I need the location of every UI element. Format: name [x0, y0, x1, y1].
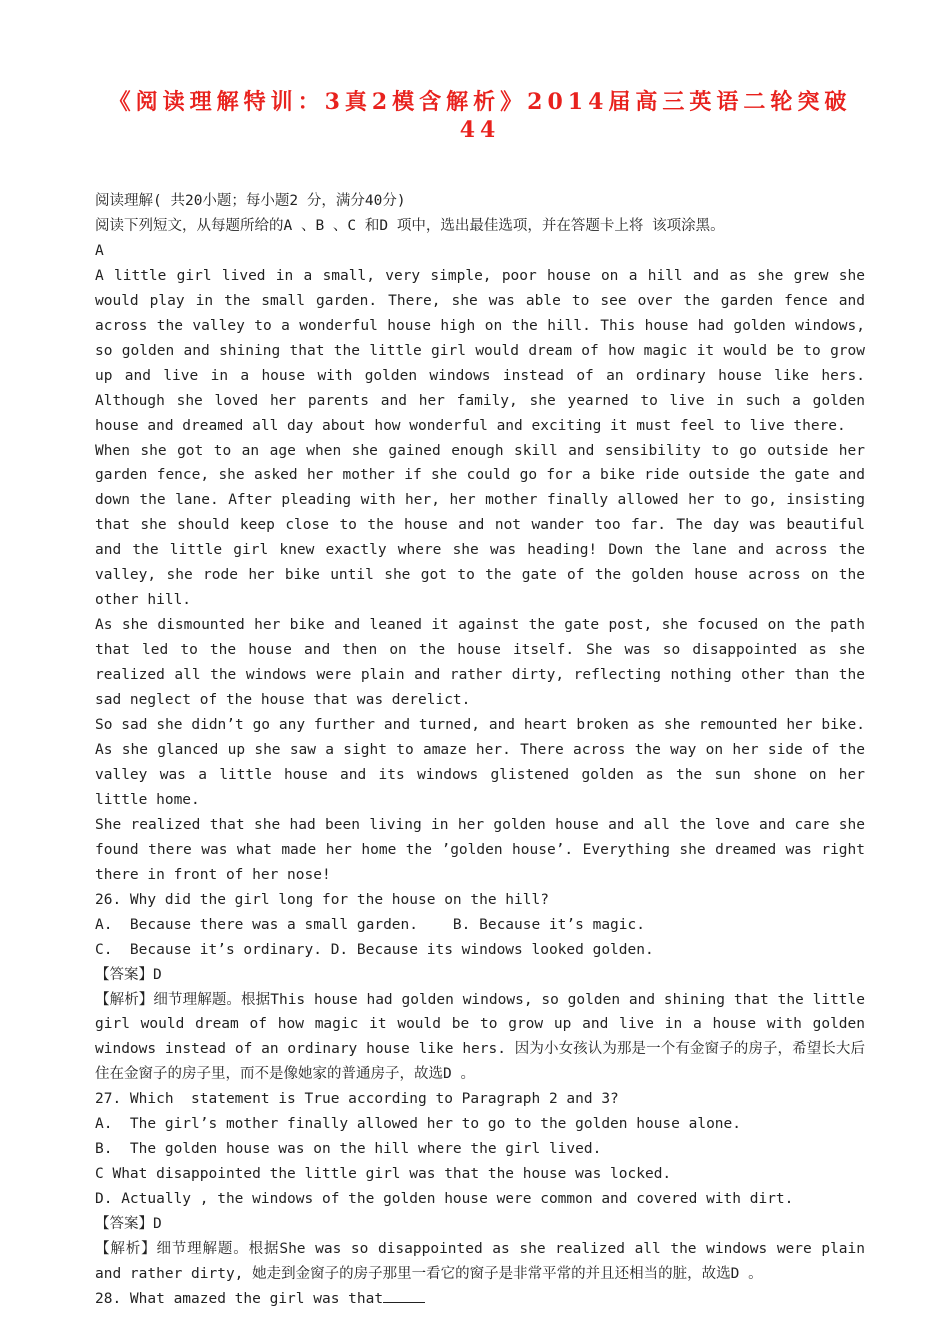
passage-paragraph: When she got to an age when she gained enough skill and sensibility to go outside her garden fence, she asked her mother if she could go for a bike ride outside the gate and down the lane. After pleading with her, her mother finally allowed her to go, insisting that she should keep close to the house and not wander too far. The day was beautiful and the little girl knew exactly where she was heading! Down the lane and across the valley, she rode her bike until she got to the gate of the golden house across on the other hill.: [95, 442, 865, 609]
passage-paragraph: A little girl lived in a small, very simple, poor house on a hill and as she grew she would play in the small garden. There, she was able to see over the garden fence and across the valley to a wonderful house high on the hill. This house had golden windows, so golden and shining that the little girl would dream of how magic it would be to grow up and live in a house with golden windows instead of an ordinary house like hers. Although she loved her parents and her family, she yearned to live in such a golden house and dreamed all day about how wonderful and exciting it must feel to live there.: [95, 267, 865, 434]
instructions-heading: 阅读理解( 共20小题；每小题2 分，满分40分): [95, 193, 406, 209]
question-stem-with-blank: [95, 1287, 865, 1312]
question-option: A. Because there was a small garden. B. Because it’s magic.: [95, 916, 645, 933]
answer-line: 【答案】D: [95, 966, 162, 983]
question-option: B. The golden house was on the hill where the girl lived.: [95, 1141, 602, 1158]
analysis-text: 【解析】细节理解题。根据This house had golden windows, so golden and shining that the little girl would dream of how magic it would be to grow up and live in a house with golden windows instead of an ordinary house like hers. 因为小女孩认为那是一个有金窗子的房子，希望长大后住在金窗子的房子里，而不是像她家的普通房子，故选D 。: [95, 991, 865, 1083]
passage-paragraph: As she dismounted her bike and leaned it against the gate post, she focused on the path that led to the house and then on the house itself. She was so disappointed as she realized all the windows were plain and rather dirty, reflecting nothing other than the sad neglect of the house that was derelict.: [95, 617, 865, 709]
question-stem: 27. Which statement is True according to Paragraph 2 and 3?: [95, 1091, 619, 1108]
question-option: A. The girl’s mother finally allowed her to go to the golden house alone.: [95, 1116, 742, 1133]
question-stem: 26. Why did the girl long for the house on the hill?: [95, 891, 549, 908]
passage-label: A: [95, 242, 104, 259]
document-body: [95, 189, 865, 1312]
page-title: 《阅读理解特训：3真2模含解析》2014届高三英语二轮突破44: [108, 89, 852, 143]
passage-paragraph: So sad she didn’t go any further and turned, and heart broken as she remounted her bike. As she glanced up she saw a sight to amaze her. There across the way on her side of the valley was a little house and its windows glistened golden as the sun shone on her little home.: [95, 717, 865, 808]
instructions-text: 阅读下列短文，从每题所给的A 、B 、C 和D 项中，选出最佳选项，并在答题卡上将 该项涂黑。: [95, 217, 725, 234]
question-option: C What disappointed the little girl was that the house was locked.: [95, 1166, 672, 1183]
question-option: D. Actually , the windows of the golden house were common and covered with dirt.: [95, 1191, 794, 1208]
analysis-text: 【解析】细节理解题。根据She was so disappointed as she realized all the windows were plain and rather dirty, 她走到金窗子的房子那里一看它的窗子是非常平常的并且还相当的脏，故选D 。: [95, 1241, 865, 1282]
question-option: C. Because it’s ordinary. D. Because its windows looked golden.: [95, 941, 654, 958]
answer-line: 【答案】D: [95, 1216, 162, 1233]
question-stem: 28. What amazed the girl was that: [95, 1290, 384, 1307]
passage-paragraph: She realized that she had been living in her golden house and all the love and care she found there was what made her home the ’golden house’. Everything she dreamed was right there in front of her nose!: [95, 816, 865, 883]
answer-blank: [383, 1288, 425, 1303]
